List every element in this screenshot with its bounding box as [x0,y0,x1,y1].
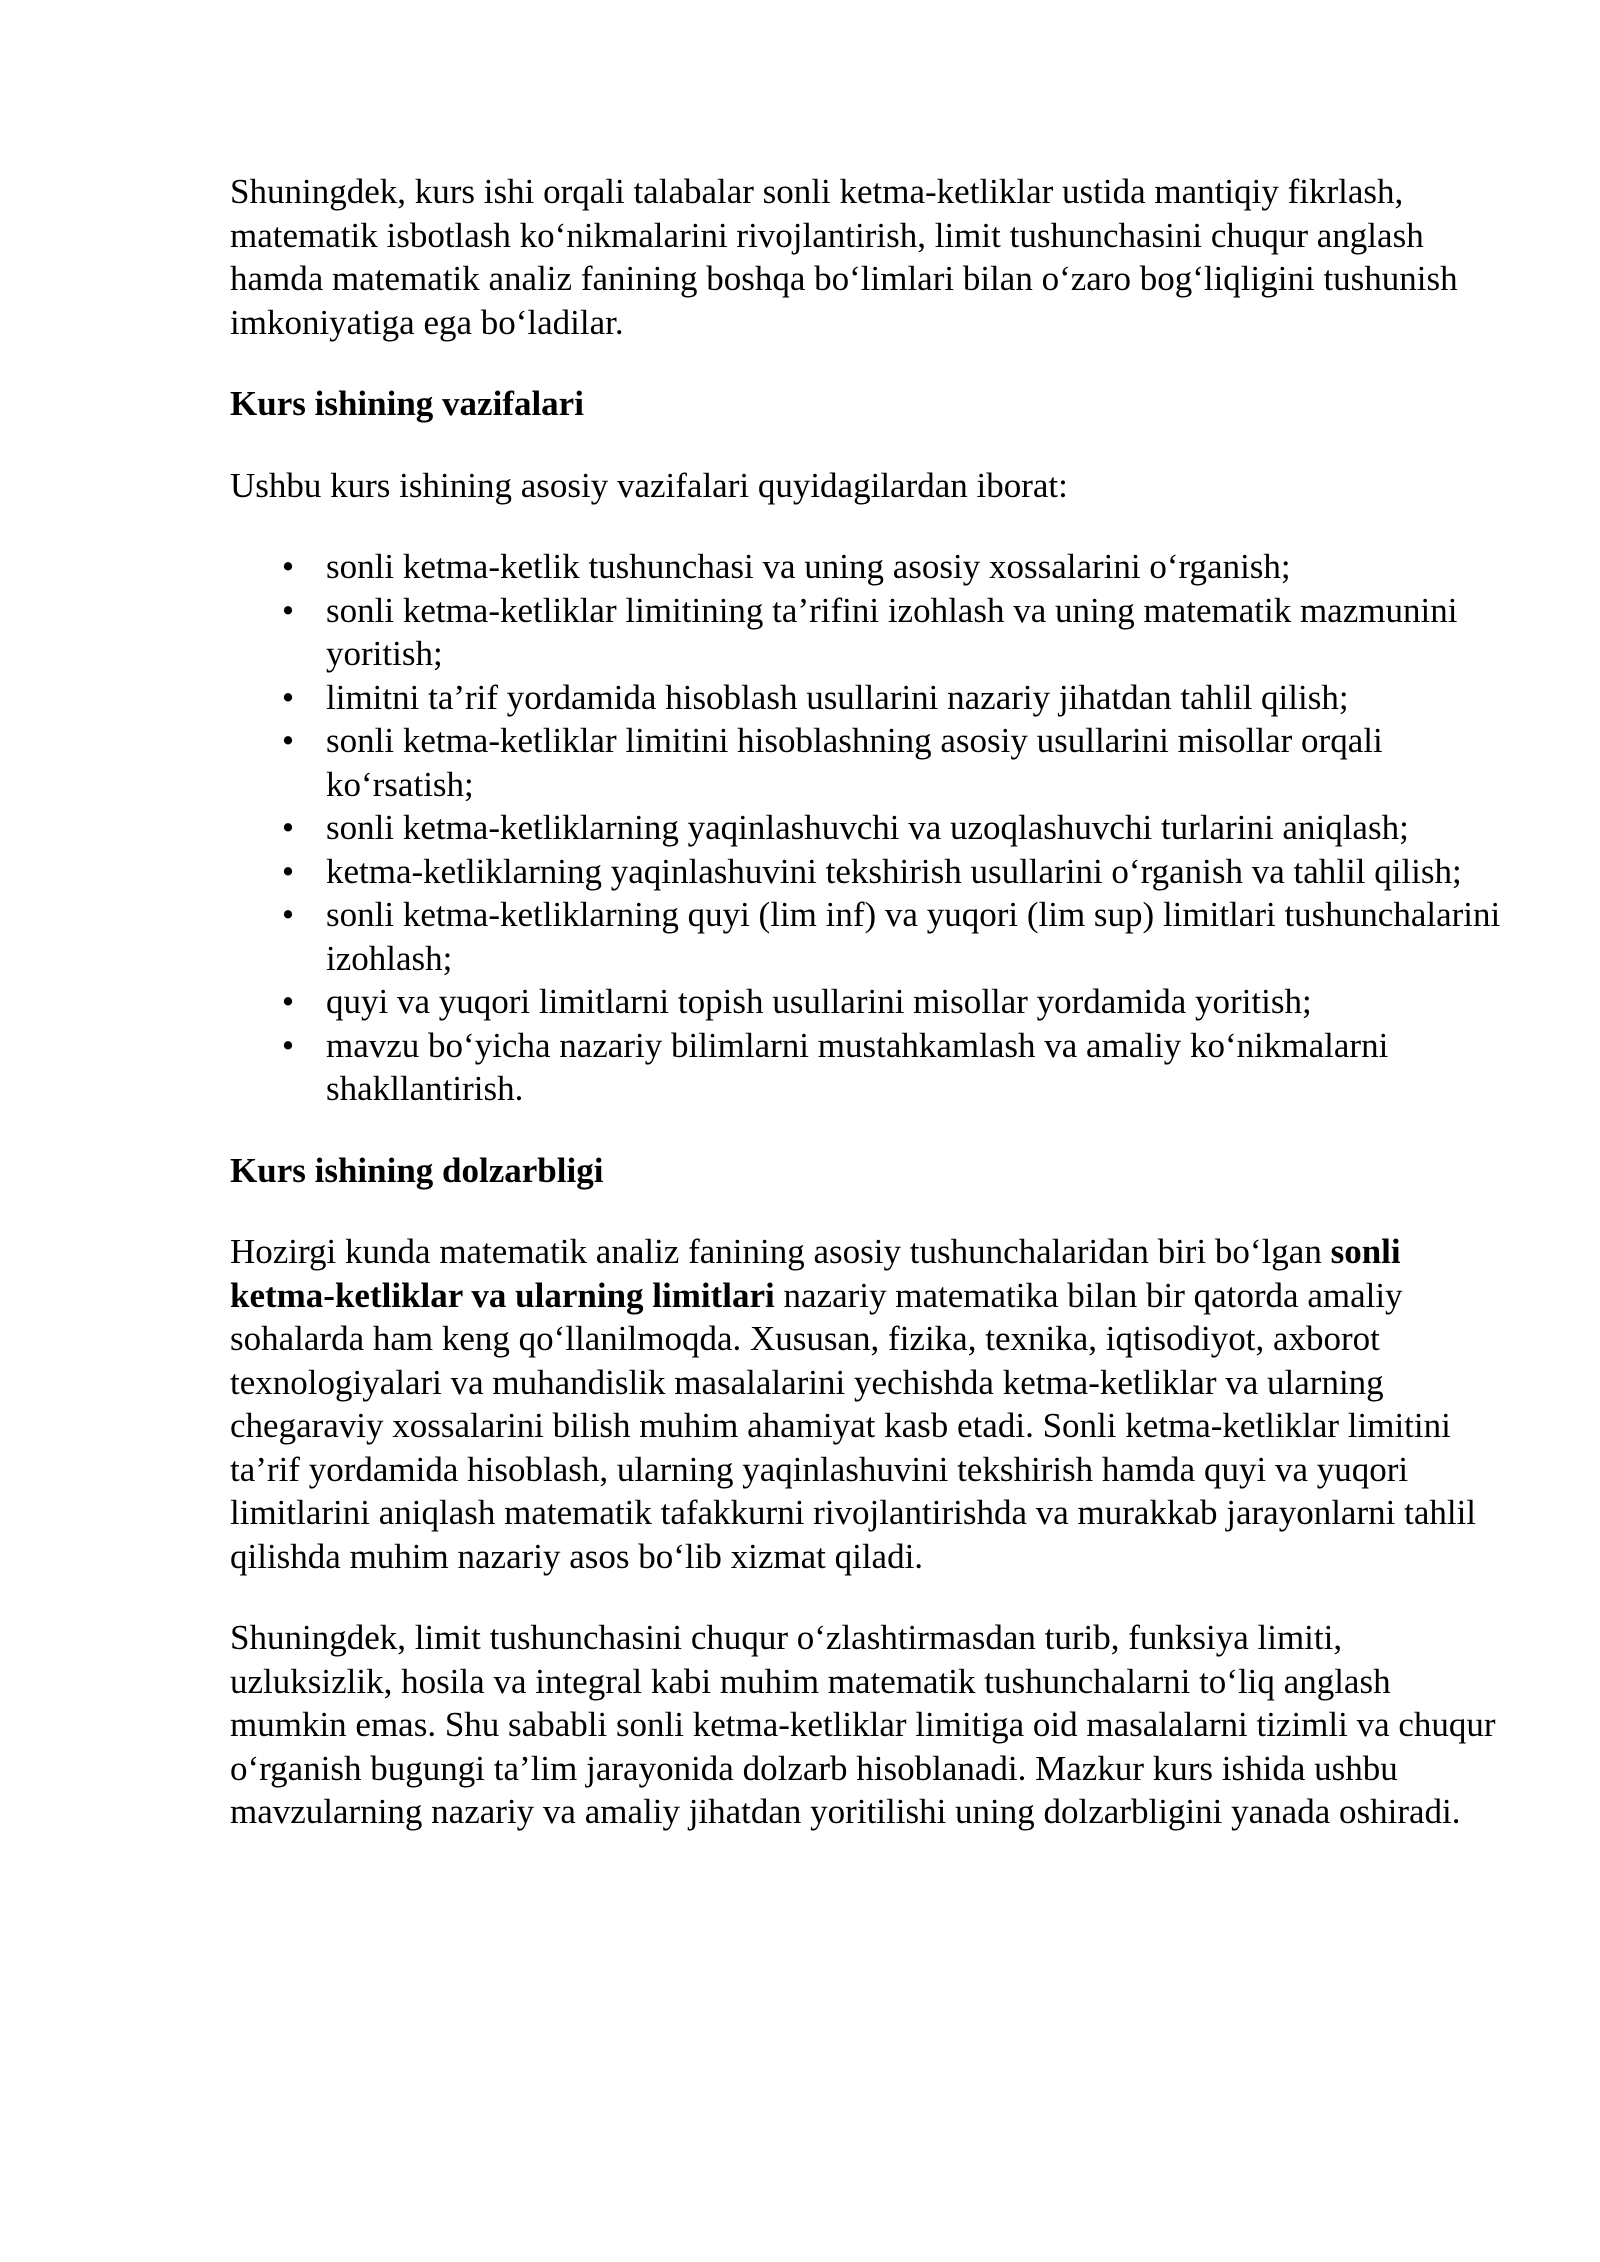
list-item-text: mavzu bo‘yicha nazariy bilimlarni mustahkamlash va amaliy ko‘nikmalarni shakllantirish. [326,1025,1389,1108]
list-item-text: quyi va yuqori limitlarni topish usullarini misollar yordamida yoritish; [326,982,1312,1021]
list-item [230,850,1510,894]
tasks-lead: Ushbu kurs ishining asosiy vazifalari quyidagilardan iborat: [230,465,1068,505]
relevance-paragraph-1-bold: sonli ketma-ketliklar va ularning limitlari [230,1232,1401,1315]
relevance-heading: Kurs ishining dolzarbligi [230,1150,604,1190]
relevance-paragraph-1-end: nazariy matematika bilan bir qatorda amaliy sohalarda ham keng qo‘llanilmoqda. Xususan, fizika, texnika, iqtisodiyot, axborot texnologiyalari va muhandislik masalalarini yechishda ketma-ketliklar va ularning chegaraviy xossalarini bilish muhim ahamiyat kasb etadi. Sonli ketma-ketliklar limitini ta’rif yordamida hisoblash, ularning yaqinlashuvini tekshirish hamda quyi va yuqori limitlarini aniqlash matematik tafakkurni rivojlantirishda va murakkab jarayonlarni tahlil qilishda muhim nazariy asos bo‘lib xizmat qiladi. [230,1275,1477,1576]
bullet-icon: • [281,590,295,630]
bullet-icon: • [281,547,295,586]
bullet-icon: • [281,982,295,1021]
bullet-icon: • [281,895,295,934]
bullet-icon: • [281,721,295,760]
list-item-text: sonli ketma-ketliklarning yaqinlashuvchi va uzoqlashuvchi turlarini aniqlash; [326,808,1409,847]
list-item-text: sonli ketma-ketliklarning quyi (lim inf) va yuqori (lim sup) limitlari tushunchalarini izohlash; [326,895,1501,978]
document-page [230,170,1510,1872]
bullet-icon: • [281,677,295,717]
list-item-text: sonli ketma-ketliklar limitining ta’rifini izohlash va uning matematik mazmunini yoritish; [326,590,1458,673]
list-item [230,719,1510,806]
relevance-paragraph-2: Shuningdek, limit tushunchasini chuqur o‘zlashtirmasdan turib, funksiya limiti, uzluksizlik, hosila va integral kabi muhim matematik tushunchalarni to‘liq anglash mumkin emas. Shu sababli sonli ketma-ketliklar limitiga oid masalalarni tizimli va chuqur o‘rganish bugungi ta’lim jarayonida dolzarb hisoblanadi. Mazkur kurs ishida ushbu mavzularning nazariy va amaliy jihatdan yoritilishi uning dolzarbligini yanada oshiradi. [230,1618,1496,1831]
list-item [230,676,1510,720]
bullet-icon: • [281,851,295,891]
list-item-text: sonli ketma-ketliklar limitini hisoblashning asosiy usullarini misollar orqali ko‘rsatish; [326,721,1383,804]
list-item-text: limitni ta’rif yordamida hisoblash usullarini nazariy jihatdan tahlil qilish; [326,677,1349,717]
bullet-icon: • [281,808,295,847]
list-item-text: ketma-ketliklarning yaqinlashuvini tekshirish usullarini o‘rganish va tahlil qilish; [326,851,1462,891]
list-item [230,893,1510,980]
relevance-paragraph-1 [230,1230,1510,1578]
bullet-icon: • [281,1025,295,1065]
list-item [230,806,1510,850]
relevance-paragraph-1-start: Hozirgi kunda matematik analiz fanining asosiy tushunchalaridan biri bo‘lgan [230,1232,1331,1271]
tasks-list [230,545,1510,1111]
list-item [230,1024,1510,1111]
tasks-heading: Kurs ishining vazifalari [230,384,584,423]
list-item [230,980,1510,1024]
intro-paragraph: Shuningdek, kurs ishi orqali talabalar sonli ketma-ketliklar ustida mantiqiy fikrlash, matematik isbotlash ko‘nikmalarini rivojlantirish, limit tushunchasini chuqur anglash hamda matematik analiz fanining boshqa bo‘limlari bilan o‘zaro bog‘liqligini tushunish imkoniyatiga ega bo‘ladilar. [230,172,1458,342]
list-item-text: sonli ketma-ketlik tushunchasi va uning asosiy xossalarini o‘rganish; [326,547,1291,586]
list-item [230,589,1510,676]
list-item [230,545,1510,589]
